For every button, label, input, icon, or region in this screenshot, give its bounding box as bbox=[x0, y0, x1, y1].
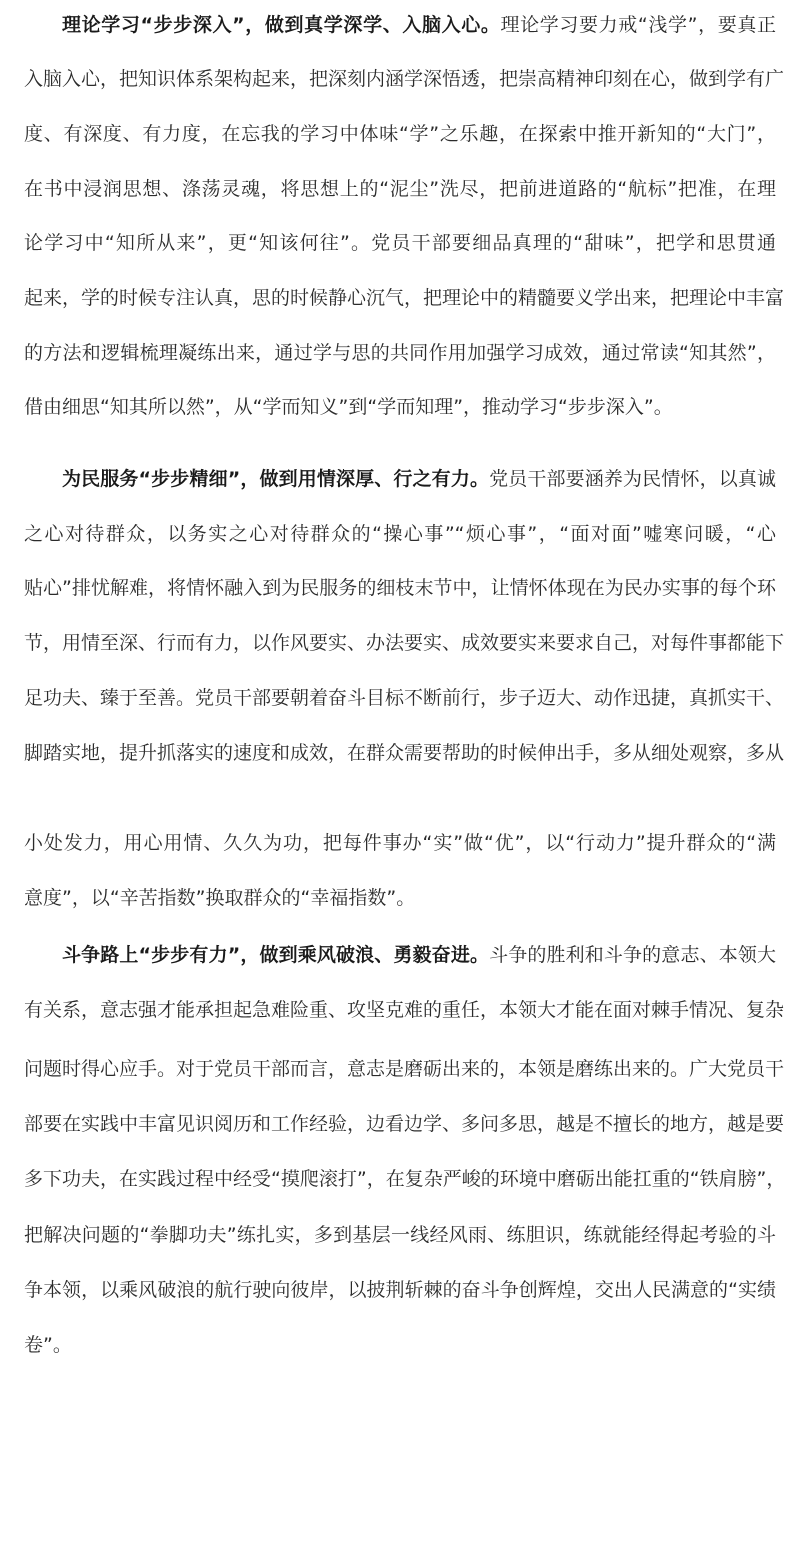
paragraph-3-line-8: 卷”。 bbox=[24, 1334, 72, 1356]
paragraph-1-line-2: 入脑入心，把知识体系架构起来，把深刻内涵学深悟透，把崇高精神印刻在心，做到学有广 bbox=[24, 68, 785, 90]
paragraph-3-line-2: 有关系，意志强才能承担起急难险重、攻坚克难的重任，本领大才能在面对棘手情况、复杂 bbox=[24, 999, 785, 1021]
paragraph-3-line-1: 斗争路上“步步有力”，做到乘风破浪、勇毅奋进。斗争的胜利和斗争的意志、本领大 bbox=[62, 944, 776, 966]
paragraph-2-line-7: 小处发力，用心用情、久久为功，把每件事办“实”做“优”，以“行动力”提升群众的“满 bbox=[24, 832, 776, 854]
paragraph-3-heading: 斗争路上“步步有力”，做到乘风破浪、勇毅奋进。 bbox=[62, 944, 490, 966]
paragraph-2-line-3: 贴心”排忧解难，将情怀融入到为民服务的细枝末节中，让情怀体现在为民办实事的每个环 bbox=[24, 577, 776, 599]
paragraph-3-line-6: 把解决问题的“拳脚功夫”练扎实，多到基层一线经风雨、练胆识，练就能经得起考验的斗 bbox=[24, 1224, 776, 1246]
paragraph-2-line-4: 节，用情至深、行而有力，以作风要实、办法要实、成效要实来要求自己，对每件事都能下 bbox=[24, 632, 785, 654]
paragraph-2-line-8: 意度”，以“辛苦指数”换取群众的“幸福指数”。 bbox=[24, 887, 416, 909]
paragraph-2-line-5: 足功夫、臻于至善。党员干部要朝着奋斗目标不断前行，步子迈大、动作迅捷，真抓实干、 bbox=[24, 687, 785, 709]
paragraph-2-line-6: 脚踏实地，提升抓落实的速度和成效，在群众需要帮助的时候伸出手，多从细处观察，多从 bbox=[24, 742, 785, 764]
paragraph-1-line-3: 度、有深度、有力度，在忘我的学习中体味“学”之乐趣，在探索中推开新知的“大门”， bbox=[24, 123, 776, 145]
paragraph-1-line-7: 的方法和逻辑梳理凝练出来，通过学与思的共同作用加强学习成效，通过常读“知其然”， bbox=[24, 342, 776, 364]
paragraph-1-line-6: 起来，学的时候专注认真，思的时候静心沉气，把理论中的精髓要义学出来，把理论中丰富 bbox=[24, 287, 785, 309]
paragraph-1-line-5: 论学习中“知所从来”，更“知该何往”。党员干部要细品真理的“甜味”，把学和思贯通 bbox=[24, 232, 776, 254]
paragraph-1-heading: 理论学习“步步深入”，做到真学深学、入脑入心。 bbox=[62, 14, 501, 36]
paragraph-2-line-1: 为民服务“步步精细”，做到用情深厚、行之有力。党员干部要涵养为民情怀，以真诚 bbox=[62, 468, 776, 490]
paragraph-3-line-4: 部要在实践中丰富见识阅历和工作经验，边看边学、多问多思，越是不擅长的地方，越是要 bbox=[24, 1113, 785, 1135]
paragraph-1-line-4: 在书中浸润思想、涤荡灵魂，将思想上的“泥尘”洗尽，把前进道路的“航标”把准，在理 bbox=[24, 178, 776, 200]
paragraph-2-line-2: 之心对待群众，以务实之心对待群众的“操心事”“烦心事”，“面对面”嘘寒问暖，“心 bbox=[24, 523, 776, 545]
paragraph-1-line-8: 借由细思“知其所以然”，从“学而知义”到“学而知理”，推动学习“步步深入”。 bbox=[24, 396, 673, 418]
paragraph-3-line-5: 多下功夫，在实践过程中经受“摸爬滚打”，在复杂严峻的环境中磨砺出能扛重的“铁肩膀”， bbox=[24, 1168, 786, 1190]
paragraph-3-line-7: 争本领，以乘风破浪的航行驶向彼岸，以披荆斩棘的奋斗争创辉煌，交出人民满意的“实绩 bbox=[24, 1279, 776, 1301]
paragraph-3-line-3: 问题时得心应手。对于党员干部而言，意志是磨砺出来的，本领是磨练出来的。广大党员干 bbox=[24, 1058, 785, 1080]
paragraph-1-line-1: 理论学习“步步深入”，做到真学深学、入脑入心。理论学习要力戒“浅学”，要真正 bbox=[62, 14, 776, 36]
paragraph-2-heading: 为民服务“步步精细”，做到用情深厚、行之有力。 bbox=[62, 468, 490, 490]
